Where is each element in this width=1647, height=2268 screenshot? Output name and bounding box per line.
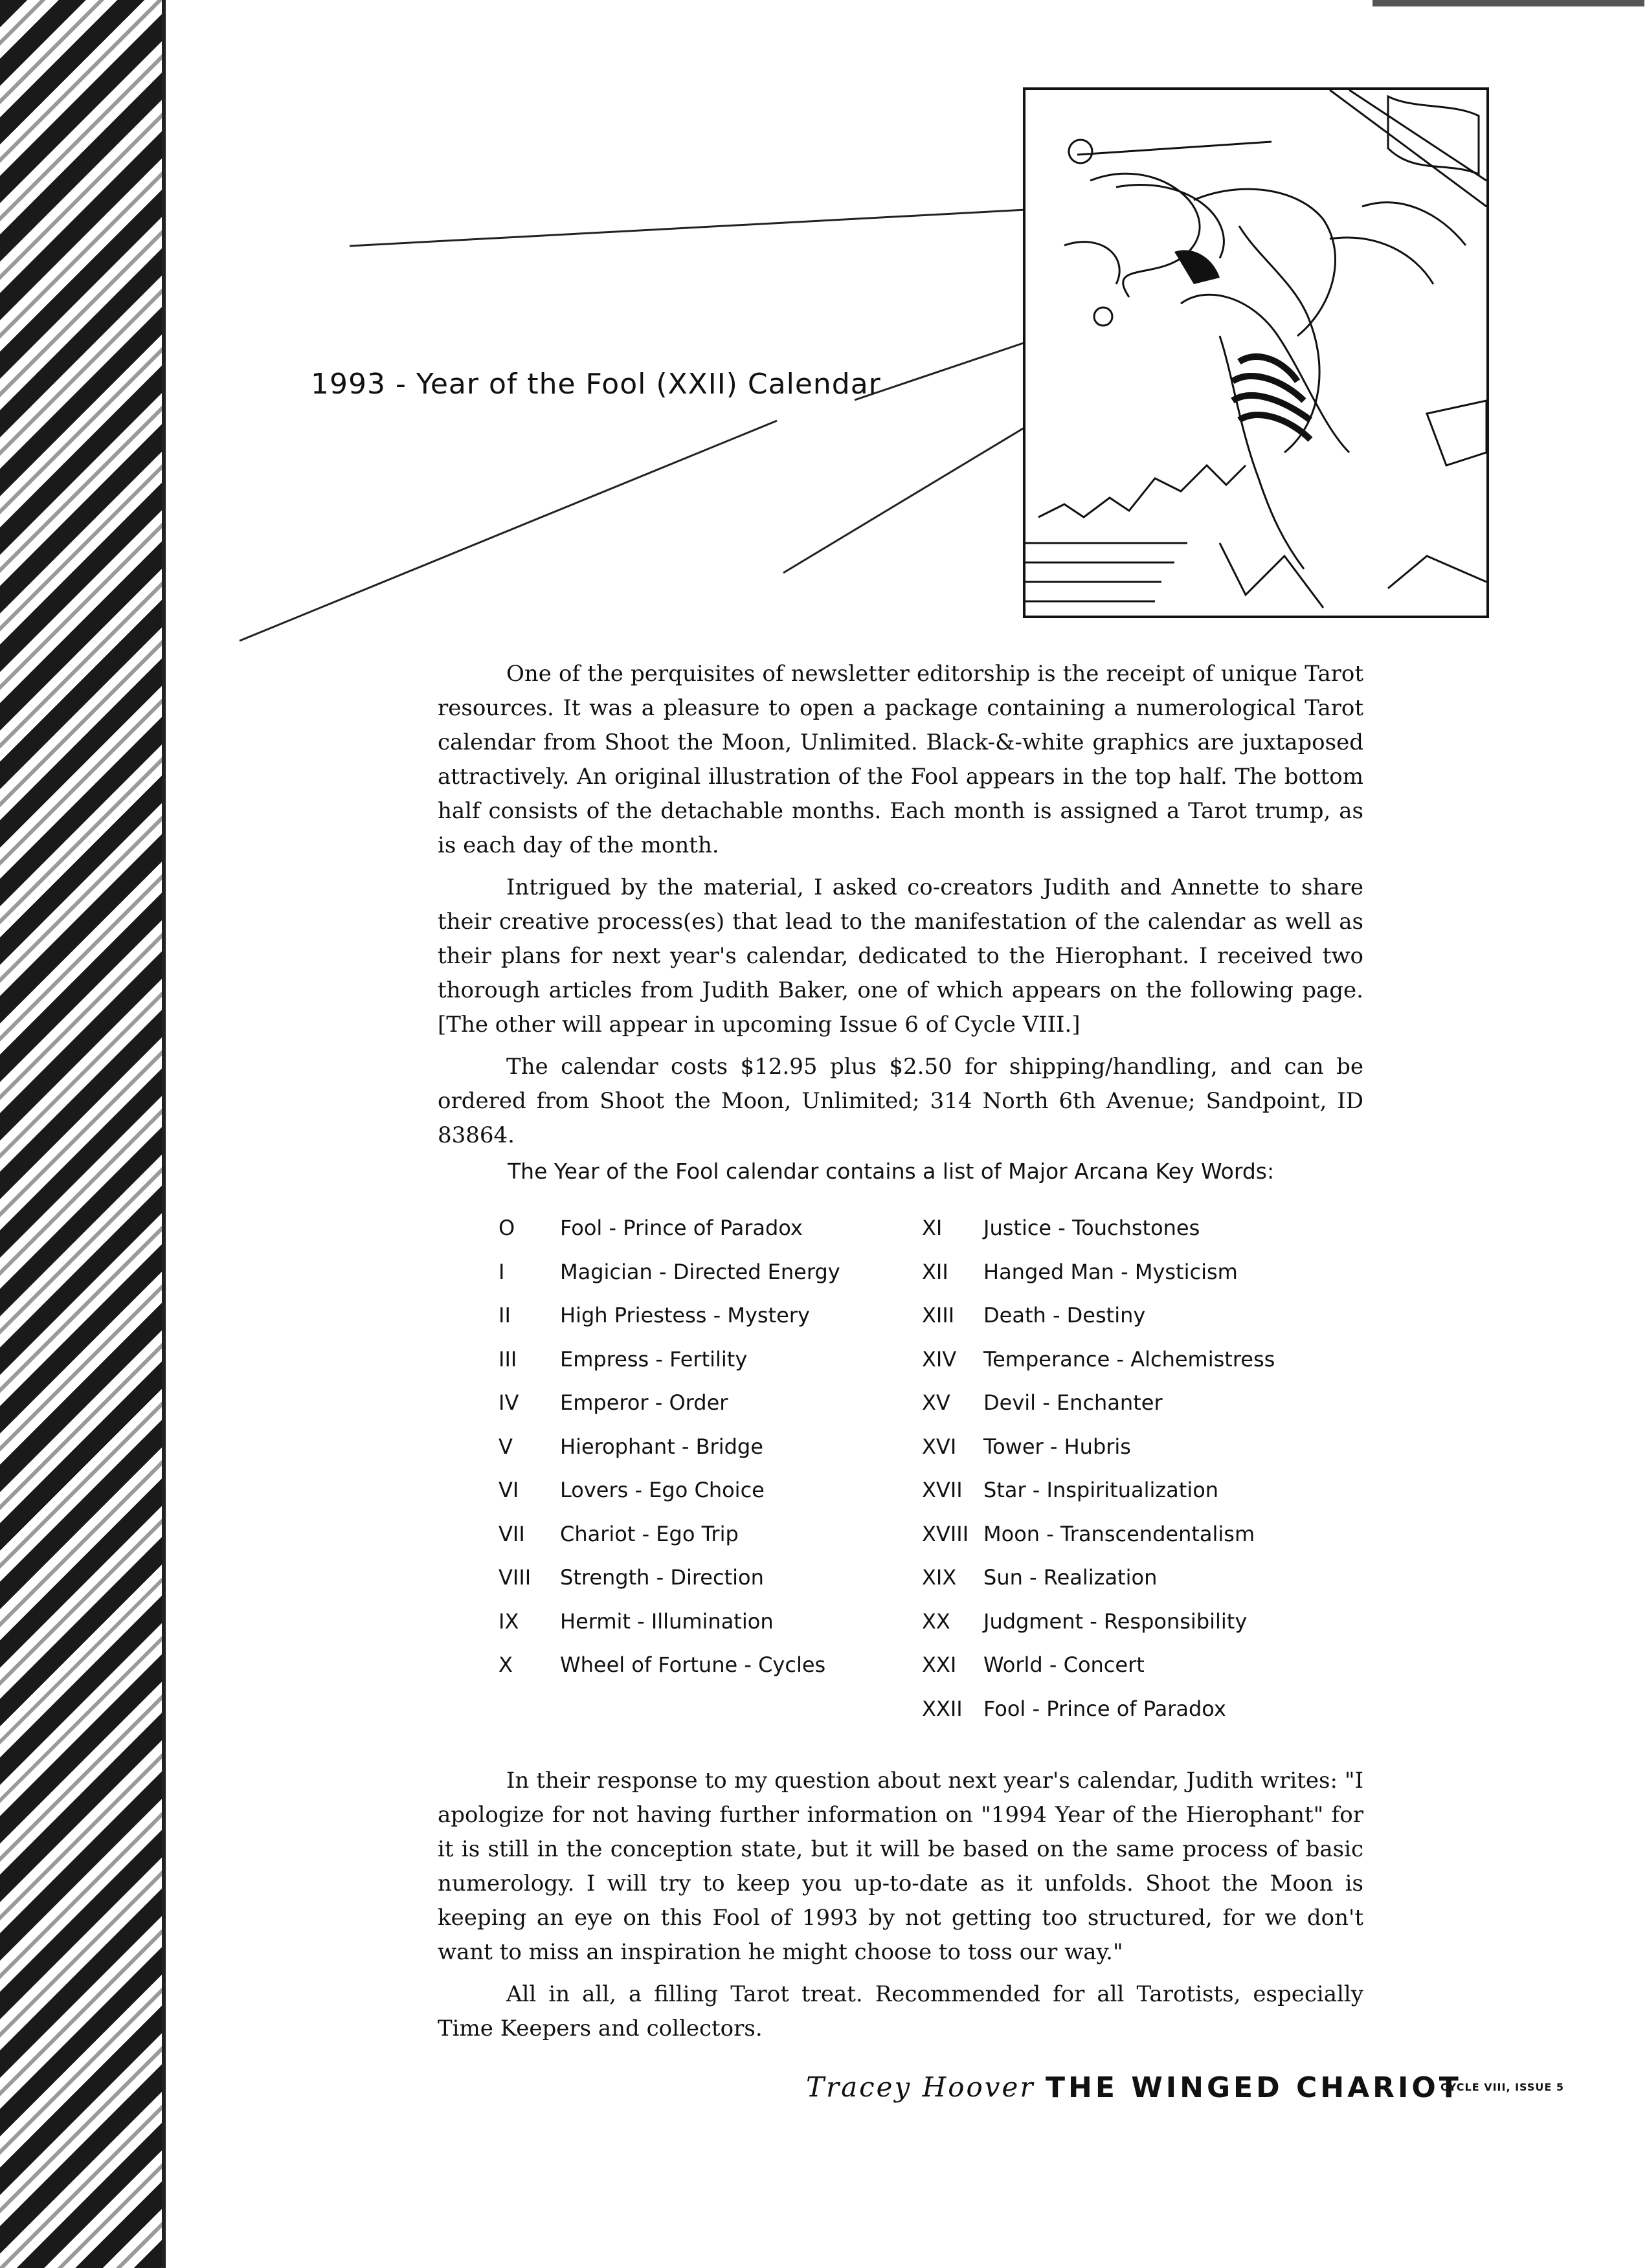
list-item xyxy=(499,1478,840,1522)
arcana-list-intro: The Year of the Fool calendar contains a list of Major Arcana Key Words: xyxy=(508,1159,1275,1184)
arcana-number: XIII xyxy=(922,1303,955,1328)
list-item xyxy=(499,1347,840,1391)
list-item xyxy=(499,1303,840,1347)
arcana-number: IV xyxy=(499,1390,519,1415)
fool-illustration xyxy=(1023,87,1489,618)
list-item xyxy=(499,1216,840,1260)
arcana-keyword: Moon - Transcendentalism xyxy=(983,1521,1255,1546)
arcana-keyword: World - Concert xyxy=(983,1652,1145,1677)
arcana-keyword: Lovers - Ego Choice xyxy=(560,1478,765,1502)
arcana-keyword: Justice - Touchstones xyxy=(983,1216,1200,1240)
arcana-number: II xyxy=(499,1303,511,1328)
arcana-keyword: Death - Destiny xyxy=(983,1303,1146,1328)
arcana-number: XIX xyxy=(922,1565,957,1590)
arcana-number: VIII xyxy=(499,1565,532,1590)
arcana-number: IX xyxy=(499,1608,519,1634)
arcana-keyword: Strength - Direction xyxy=(560,1565,764,1590)
arcana-keyword: High Priestess - Mystery xyxy=(560,1303,810,1328)
paragraph: In their response to my question about next year's calendar, Judith writes: "I apologize for not having further information on "1994 Year of the Hierophant" for it is still in the conception state, but it will be based on the same process of basic numerology. I will try to keep you up-to-date as it unfolds. Shoot the Moon is keeping an eye on this Fool of 1993 by not getting too structured, for we don't want to miss an inspiration he might choose to toss our way." xyxy=(438,1768,1363,1965)
list-item xyxy=(922,1390,1275,1434)
arcana-keyword: Hermit - Illumination xyxy=(560,1608,774,1634)
arcana-keyword: Judgment - Responsibility xyxy=(983,1608,1248,1634)
arcana-keyword: Empress - Fertility xyxy=(560,1346,748,1372)
list-item xyxy=(499,1434,840,1478)
arcana-keyword: Tower - Hubris xyxy=(983,1434,1131,1459)
arcana-keyword: Magician - Directed Energy xyxy=(560,1259,840,1284)
arcana-keyword: Chariot - Ego Trip xyxy=(560,1521,739,1546)
arcana-number: XX xyxy=(922,1608,950,1634)
arcana-number: XI xyxy=(922,1216,943,1240)
list-item xyxy=(922,1609,1275,1653)
arcana-keyword: Emperor - Order xyxy=(560,1390,728,1415)
arcana-keyword: Fool - Prince of Paradox xyxy=(560,1216,803,1240)
publication-name: THE WINGED CHARIOT xyxy=(1046,2071,1462,2104)
paragraph: The calendar costs $12.95 plus $2.50 for shipping/handling, and can be ordered from Shoot the Moon, Unlimited; 314 North 6th Avenue; Sandpoint, ID 83864. xyxy=(438,1054,1363,1148)
paragraph: Intrigued by the material, I asked co-creators Judith and Annette to share their creative process(es) that lead to the manifestation of the calendar as well as their plans for next year's calendar, dedicated to the Hierophant. I received two thorough articles from Judith Baker, one of which appears on the following page. [The other will appear in upcoming Issue 6 of Cycle VIII.] xyxy=(438,874,1363,1038)
list-item xyxy=(499,1260,840,1304)
list-item xyxy=(922,1478,1275,1522)
list-item xyxy=(922,1434,1275,1478)
paragraph: One of the perquisites of newsletter editorship is the receipt of unique Tarot resources. It was a pleasure to open a package containing a numerological Tarot calendar from Shoot the Moon, Unlimited. Black-&-white graphics are juxtaposed attractively. An original illustration of the Fool appears in the top half. The bottom half consists of the detachable months. Each month is assigned a Tarot trump, as is each day of the month. xyxy=(438,661,1363,858)
arcana-keyword: Hierophant - Bridge xyxy=(560,1434,763,1459)
author-signature: Tracey Hoover xyxy=(806,2071,1035,2103)
arcana-keyword: Sun - Realization xyxy=(983,1565,1158,1590)
list-item xyxy=(922,1652,1275,1696)
list-item xyxy=(922,1303,1275,1347)
list-item xyxy=(922,1565,1275,1609)
arcana-keyword: Temperance - Alchemistress xyxy=(983,1346,1275,1372)
list-item xyxy=(922,1522,1275,1566)
article-title: 1993 - Year of the Fool (XXII) Calendar xyxy=(311,368,881,401)
issue-label: CYCLE VIII, ISSUE 5 xyxy=(1440,2081,1564,2093)
arcana-keyword: Hanged Man - Mysticism xyxy=(983,1259,1238,1284)
arcana-keyword: Wheel of Fortune - Cycles xyxy=(560,1652,826,1677)
list-item xyxy=(499,1390,840,1434)
list-item xyxy=(499,1652,840,1696)
arcana-keyword: Devil - Enchanter xyxy=(983,1390,1163,1415)
arcana-list-left xyxy=(499,1216,840,1696)
paragraph: All in all, a filling Tarot treat. Recommended for all Tarotists, especially Time Keepers and collectors. xyxy=(438,1981,1363,2041)
arcana-number: O xyxy=(499,1216,515,1240)
arcana-number: XVI xyxy=(922,1434,957,1459)
arcana-number: XXII xyxy=(922,1696,963,1721)
arcana-number: XVIII xyxy=(922,1521,969,1546)
arcana-number: I xyxy=(499,1259,505,1284)
arcana-number: VII xyxy=(499,1521,525,1546)
arcana-number: VI xyxy=(499,1478,519,1502)
arcana-list-right xyxy=(922,1216,1275,1740)
arcana-keyword: Fool - Prince of Paradox xyxy=(983,1696,1226,1721)
closing-text xyxy=(438,1764,1363,2054)
arcana-keyword: Star - Inspiritualization xyxy=(983,1478,1219,1502)
article-body xyxy=(438,657,1363,1161)
arcana-number: XVII xyxy=(922,1478,963,1502)
list-item xyxy=(922,1696,1275,1740)
list-item xyxy=(499,1565,840,1609)
list-item xyxy=(499,1609,840,1653)
list-item xyxy=(922,1347,1275,1391)
list-item xyxy=(499,1522,840,1566)
arcana-number: X xyxy=(499,1652,513,1677)
arcana-number: III xyxy=(499,1346,517,1372)
arcana-number: XV xyxy=(922,1390,950,1415)
arcana-number: XII xyxy=(922,1259,948,1284)
list-item xyxy=(922,1260,1275,1304)
arcana-number: XIV xyxy=(922,1346,957,1372)
list-item xyxy=(922,1216,1275,1260)
arcana-number: XXI xyxy=(922,1652,957,1677)
arcana-number: V xyxy=(499,1434,513,1459)
